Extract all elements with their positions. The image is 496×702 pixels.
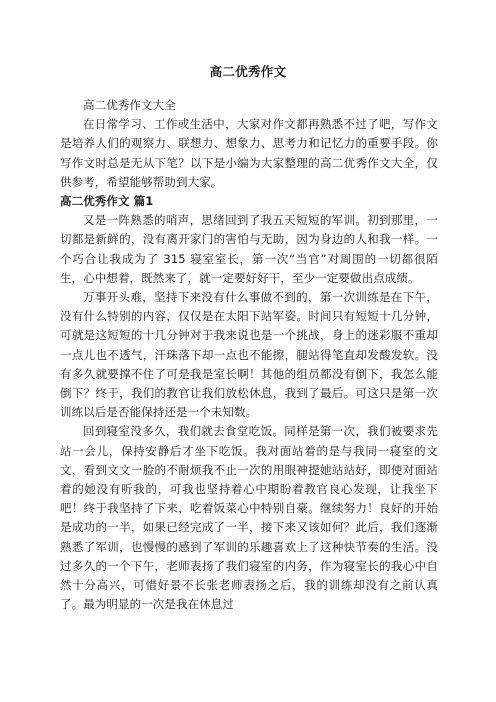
document-subtitle: 高二优秀作文大全 xyxy=(83,98,176,112)
body-paragraph: 又是一阵熟悉的哨声，思绪回到了我五天短短的军训。初到那里，一切都是新鲜的，没有离开家门的害怕与无助，因为身边的人和我一样。一个巧合让我成为了 315 寝室室长，第一次“当官”对周围的一切都很陌生，心中想着，既然来了，就一定要好好干，至少一定要做出点成绩。 xyxy=(60,213,438,285)
document-body xyxy=(60,96,438,614)
intro-paragraph: 在日常学习、工作或生活中，大家对作文都再熟悉不过了吧，写作文是培养人们的观察力、联想力、想象力、思考力和记忆力的重要手段。你写作文时总是无从下笔？以下是小编为大家整理的高二优秀作文大全，仅供参考，希望能够帮助到大家。 xyxy=(60,117,438,189)
section-heading: 高二优秀作文 篇1 xyxy=(60,194,154,209)
document-title: 高二优秀作文 xyxy=(209,64,287,79)
body-paragraph: 回到寝室没多久，我们就去食堂吃饭。同样是第一次，我们被要求先站一会儿，保持安静后才坐下吃饭。我对面站着的是与我同一寝室的文文，看到文文一脸的不耐烦我不止一次的用眼神提她站站好，即使对面站着的她没有听我的，可我也坚持着心中期盼着教官良心发现，让我坐下吧！终于我坚持了下来，吃着饭菜心中特别自豪。继续努力！良好的开始是成功的一半，如果已经完成了一半，接下来又该如何？此后，我们逐渐熟悉了军训，也慢慢的感到了军训的乐趣喜欢上了这种快节奏的生活。没过多久的一个下午，老师表扬了我们寝室的内务，作为寝室长的我心中自然十分高兴，可惜好景不长张老师表扬之后，我的训练却没有之前认真了。最为明显的一次是我在休息过 xyxy=(60,424,438,612)
body-paragraph: 万事开头难，坚持下来没有什么事做不到的，第一次训练是在下午，没有什么特别的内容，仅仅是在太阳下站军姿。时间只有短短十几分钟，可就是这短短的十几分钟对于我来说也是一个挑战，身上的迷彩服不重却一点儿也不透气，汗珠落下却一点也不能擦，腿站得笔直却发酸发软。没有多久就要撑不住了可是我是室长啊！其他的组员都没有倒下，我怎么能倒下？终于，我们的教官让我们放松休息，我到了最后。可这只是第一次训练以后是否能保持还是一个未知数。 xyxy=(60,290,438,420)
